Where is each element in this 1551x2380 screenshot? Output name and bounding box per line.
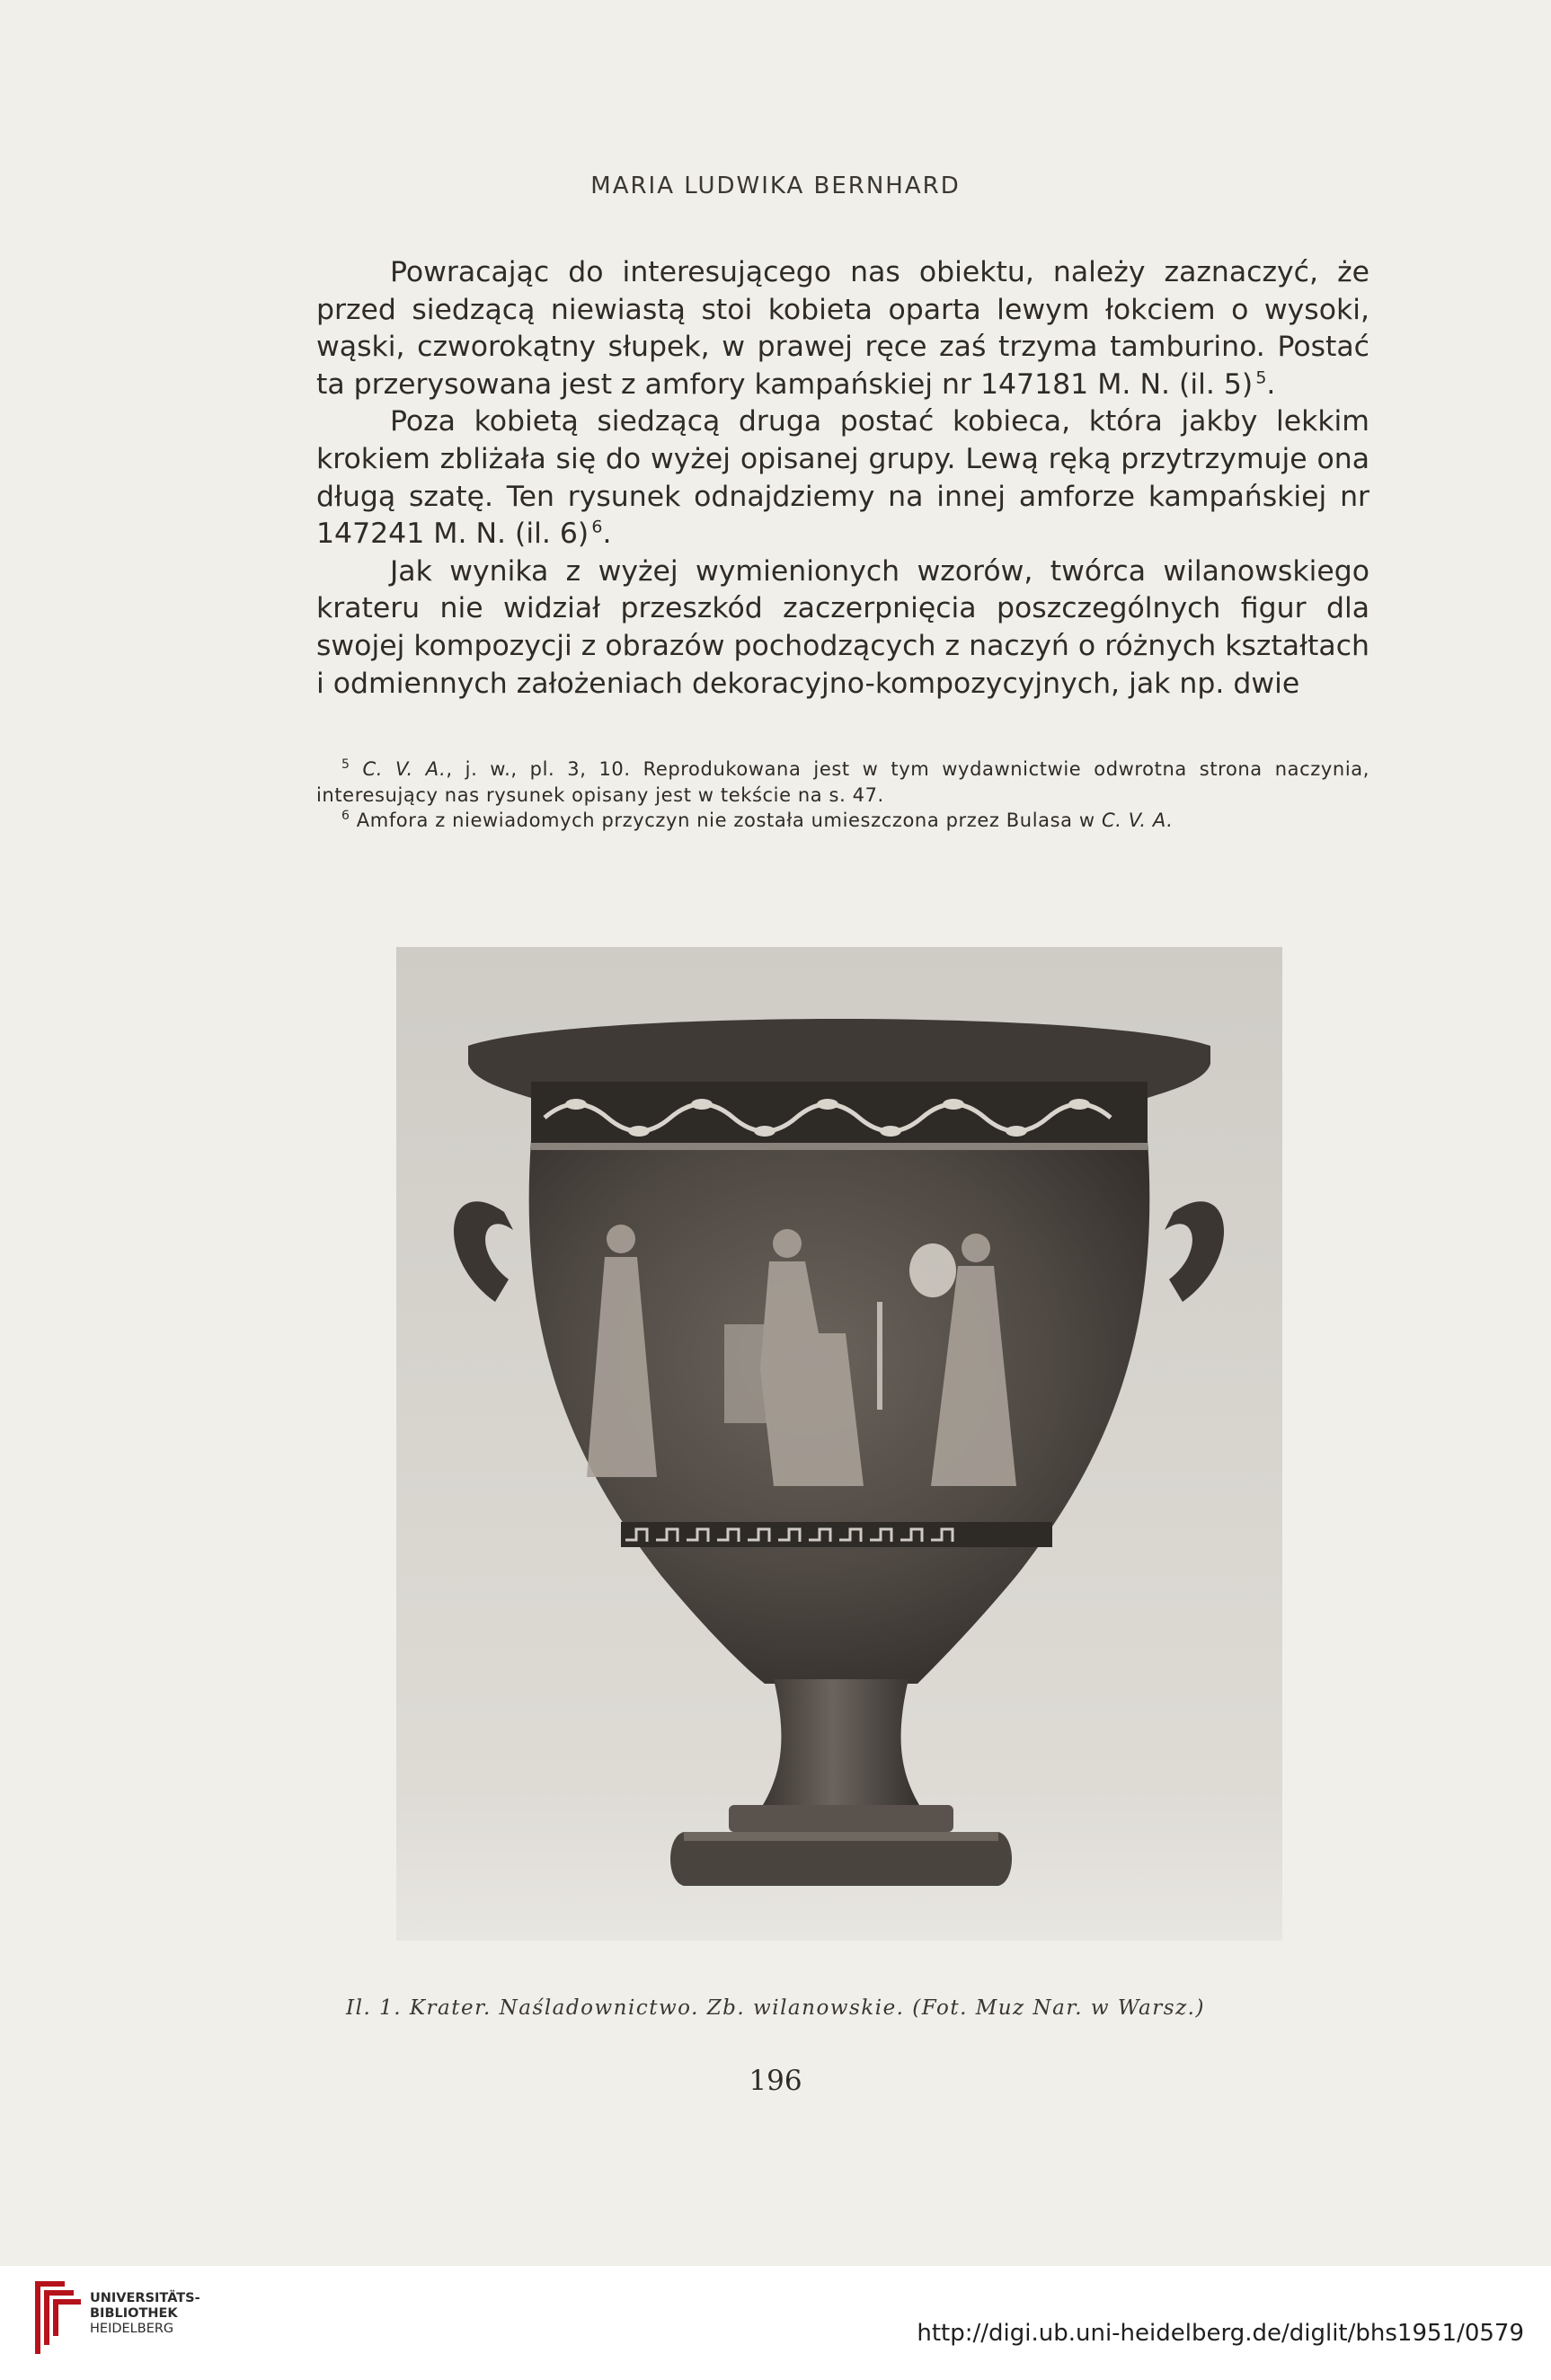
library-name-line-2: BIBLIOTHEK <box>90 2306 178 2321</box>
paragraph-2 <box>316 403 1369 553</box>
paragraph-3 <box>316 553 1369 703</box>
footnote-5 <box>316 756 1369 808</box>
page-number: 196 <box>749 2065 802 2097</box>
library-name <box>90 2291 200 2337</box>
paragraph-1 <box>316 254 1369 403</box>
paragraph-1-tail: . <box>1266 367 1276 401</box>
permalink-url[interactable]: http://digi.ub.uni-heidelberg.de/diglit/bhs1951/0579 <box>917 2320 1524 2347</box>
footnote-6 <box>316 808 1369 834</box>
library-name-line-1: UNIVERSITÄTS- <box>90 2291 200 2305</box>
running-header: MARIA LUDWIKA BERNHARD <box>590 173 961 199</box>
footnote-ref-6[interactable]: 6 <box>591 517 603 537</box>
figure-caption: Il. 1. Krater. Naśladownictwo. Zb. wilanowskie. (Fot. Muz Nar. w Warsz.) <box>346 1996 1205 2020</box>
krater-photograph <box>396 947 1282 1941</box>
footnote-number: 5 <box>341 757 350 772</box>
library-name-line-3: HEIDELBERG <box>90 2322 174 2336</box>
paragraph-3-text: Jak wynika z wyżej wymienionych wzorów, twórca wilanowskiego krateru nie widział przeszkód zaczerpnięcia poszczególnych figur dla swojej kompozycji z obrazów pochodzących z naczyń o różnych kształtach i odmiennych założeniach dekoracyjno-kompozycyjnych, jak np. dwie <box>316 554 1369 700</box>
footnote-text: Amfora z niewiadomych przyczyn nie została umieszczona przez Bulasa w <box>356 810 1102 831</box>
footnotes <box>316 756 1369 834</box>
footnote-abbrev: C. V. A. <box>1101 810 1174 831</box>
paragraph-2-text: Poza kobietą siedzącą druga postać kobieca, która jakby lekkim krokiem zbliżała się do wyżej opisanej grupy. Lewą ręką przytrzymuje ona długą szatę. Ten rysunek odnajdziemy na innej amforze kampańskiej nr 147241 M. N. (il. 6) <box>316 405 1369 551</box>
body-text <box>316 254 1369 703</box>
krater-vase-image <box>396 947 1282 1941</box>
footnote-abbrev: C. V. A. <box>362 758 447 780</box>
heidelberg-library-logo-icon <box>29 2280 84 2358</box>
footnote-number: 6 <box>341 809 350 823</box>
footnote-text: , j. w., pl. 3, 10. Reprodukowana jest w tym wydawnictwie odwrotna strona naczynia, interesujący nas rysunek opisany jest w tekście na s. 47. <box>316 758 1369 806</box>
paragraph-1-text: Powracając do interesującego nas obiektu, należy zaznaczyć, że przed siedzącą niewiastą stoi kobieta oparta lewym łokciem o wysoki, wąski, czworokątny słupek, w prawej ręce zaś trzyma tamburino. Postać ta przerysowana jest z amfory kampańskiej nr 147181 M. N. (il. 5) <box>316 256 1369 401</box>
paragraph-2-tail: . <box>602 518 612 551</box>
footnote-ref-5[interactable]: 5 <box>1255 367 1267 388</box>
